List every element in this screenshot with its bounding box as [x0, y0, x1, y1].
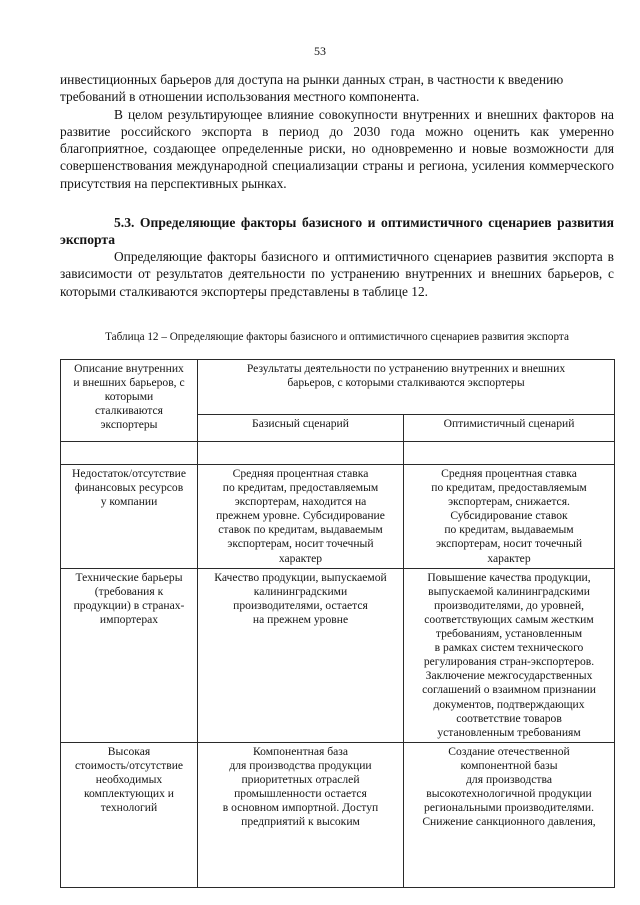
paragraph-continuation — [60, 71, 614, 192]
table-caption: Таблица 12 – Определяющие факторы базисного и оптимистичного сценариев развития экспорта — [105, 331, 569, 343]
cell-line: прежнем уровне. Субсидирование — [216, 509, 385, 523]
cell-line: Заключение межгосударственных — [425, 669, 593, 683]
cell-line: по кредитам, предоставляемым — [431, 481, 587, 495]
cell-line: Недостаток/отсутствие — [71, 467, 186, 480]
cell-optimistic — [404, 465, 615, 569]
cell-line: приоритетных отраслей — [241, 772, 360, 786]
cell-line: на прежнем уровне — [252, 612, 349, 626]
cell-line: документов, подтверждающих — [433, 697, 585, 711]
cell-line: Средняя процентная ставка — [441, 467, 577, 480]
cell-base — [198, 568, 404, 742]
cell-line: Компонентная база — [252, 744, 349, 758]
cell-line: Высокая — [107, 744, 151, 758]
table-row — [61, 465, 615, 569]
header-optimistic-scenario: Оптимистичный сценарий — [404, 415, 615, 442]
cell-base — [198, 465, 404, 569]
cell-optimistic — [404, 742, 615, 887]
cell-line: Результаты деятельности по устранению внутренних и внешних — [246, 362, 566, 375]
cell-line: характер — [278, 551, 323, 565]
cell-line: экспортерам, носит точечный — [227, 537, 374, 551]
table-row — [61, 742, 615, 887]
cell-line: ставок по кредитам, выдаваемым — [218, 523, 383, 537]
cell-line: Создание отечественной — [448, 744, 570, 758]
cell-line: установленным требованиям — [437, 725, 581, 739]
cell-barrier — [61, 465, 198, 569]
cell-line: Качество продукции, выпускаемой — [214, 570, 387, 584]
page-number: 53 — [314, 44, 326, 58]
cell-line: необходимых — [95, 772, 163, 786]
cell-line: импортерах — [99, 612, 159, 626]
cell-line: компонентной базы — [460, 758, 558, 772]
cell-base — [198, 742, 404, 887]
cell-line: калининградскими — [253, 584, 348, 598]
cell-line: финансовых ресурсов — [74, 481, 184, 495]
cell-line: характер — [487, 551, 531, 565]
cell-line: экспортерам, находится на — [234, 495, 367, 509]
cell-line: Средняя процентная ставка — [232, 467, 369, 480]
paragraph-factors-intro: Определяющие факторы базисного и оптимистичного сценариев развития экспорта в зависимости от результатов деятельности по устранению внутренних и внешних барьеров, с которыми сталкиваются экспортеры представлены в таблице 12. — [60, 249, 614, 299]
cell-line: высокотехнологичной продукции — [426, 787, 592, 801]
cell-line: сталкиваются — [95, 404, 163, 418]
cell-barrier — [61, 568, 198, 742]
cell-line: для производства продукции — [229, 758, 372, 772]
header-base-scenario: Базисный сценарий — [198, 415, 404, 442]
cell-line: Описание внутренних — [74, 362, 184, 375]
cell-barrier — [61, 742, 198, 887]
header-results-group — [198, 360, 615, 415]
cell-line: экспортерам, снижается. — [448, 495, 570, 509]
paragraph-line: требований в отношении использования местного компонента. — [60, 89, 420, 105]
cell-line: Субсидирование ставок — [450, 509, 568, 523]
cell-line: стоимость/отсутствие — [74, 758, 184, 772]
section-heading: 5.3. Определяющие факторы базисного и оптимистичного сценариев развития экспорта — [60, 215, 614, 247]
paragraph-line: инвестиционных барьеров для доступа на рынки данных стран, в частности к введению — [60, 72, 564, 87]
cell-line: экспортеры — [100, 418, 158, 432]
cell-line: по кредитам, выдаваемым — [444, 523, 574, 537]
cell-line: регулирования стран-экспортеров. — [423, 655, 595, 669]
cell-line: соответствующих самым жестким — [424, 612, 594, 626]
cell-line: барьеров, с которыми сталкиваются экспортеры — [287, 376, 525, 390]
cell-line: у компании — [100, 495, 158, 509]
cell-line: экспортерам, носит точечный — [435, 537, 583, 551]
cell-line: выпускаемой калининградскими — [428, 584, 590, 598]
cell-line: в основном импортной. Доступ — [222, 801, 379, 815]
cell-line: соглашений о взаимном признании — [422, 683, 596, 697]
table-row — [61, 568, 615, 742]
cell-line: и внешних барьеров, с — [73, 376, 185, 390]
cell-optimistic — [404, 568, 615, 742]
cell-line: в рамках систем технического — [434, 641, 584, 655]
cell-line: производителями, до уровней, — [433, 598, 585, 612]
cell-line: региональными производителями. — [424, 801, 594, 815]
cell-line: предприятий к высоким — [241, 815, 360, 829]
cell-line: Технические барьеры — [75, 570, 183, 584]
cell-line: требованиям, установленным — [435, 627, 583, 641]
cell-line: технологий — [100, 801, 158, 815]
cell-line: по кредитам, предоставляемым — [222, 481, 379, 495]
table-spacer-row — [61, 442, 615, 465]
cell-line: Повышение качества продукции, — [427, 570, 591, 584]
cell-line: которыми — [104, 390, 154, 404]
cell-line: промышленности остается — [234, 787, 367, 801]
paragraph-overall-impact: В целом результирующее влияние совокупности внутренних и внешних факторов на развитие российского экспорта в период до 2030 года можно оценить как умеренно благоприятное, создающее определенные риски, но одновременно и новые возможности для совершенствования международной специализации страны и региона, усиления коммерческого присутствия на перспективных рынках. — [60, 106, 614, 191]
cell-line: Снижение санкционного давления, — [422, 815, 596, 829]
cell-line: комплектующих и — [84, 787, 174, 801]
cell-line: (требования к — [94, 584, 164, 598]
cell-line: для производства — [466, 772, 552, 786]
cell-line: соответствие товаров — [456, 711, 562, 725]
cell-line: продукции) в странах- — [73, 598, 185, 612]
factors-table — [60, 359, 615, 888]
cell-line: производителями, остается — [233, 598, 368, 612]
header-barrier-description — [61, 360, 198, 442]
